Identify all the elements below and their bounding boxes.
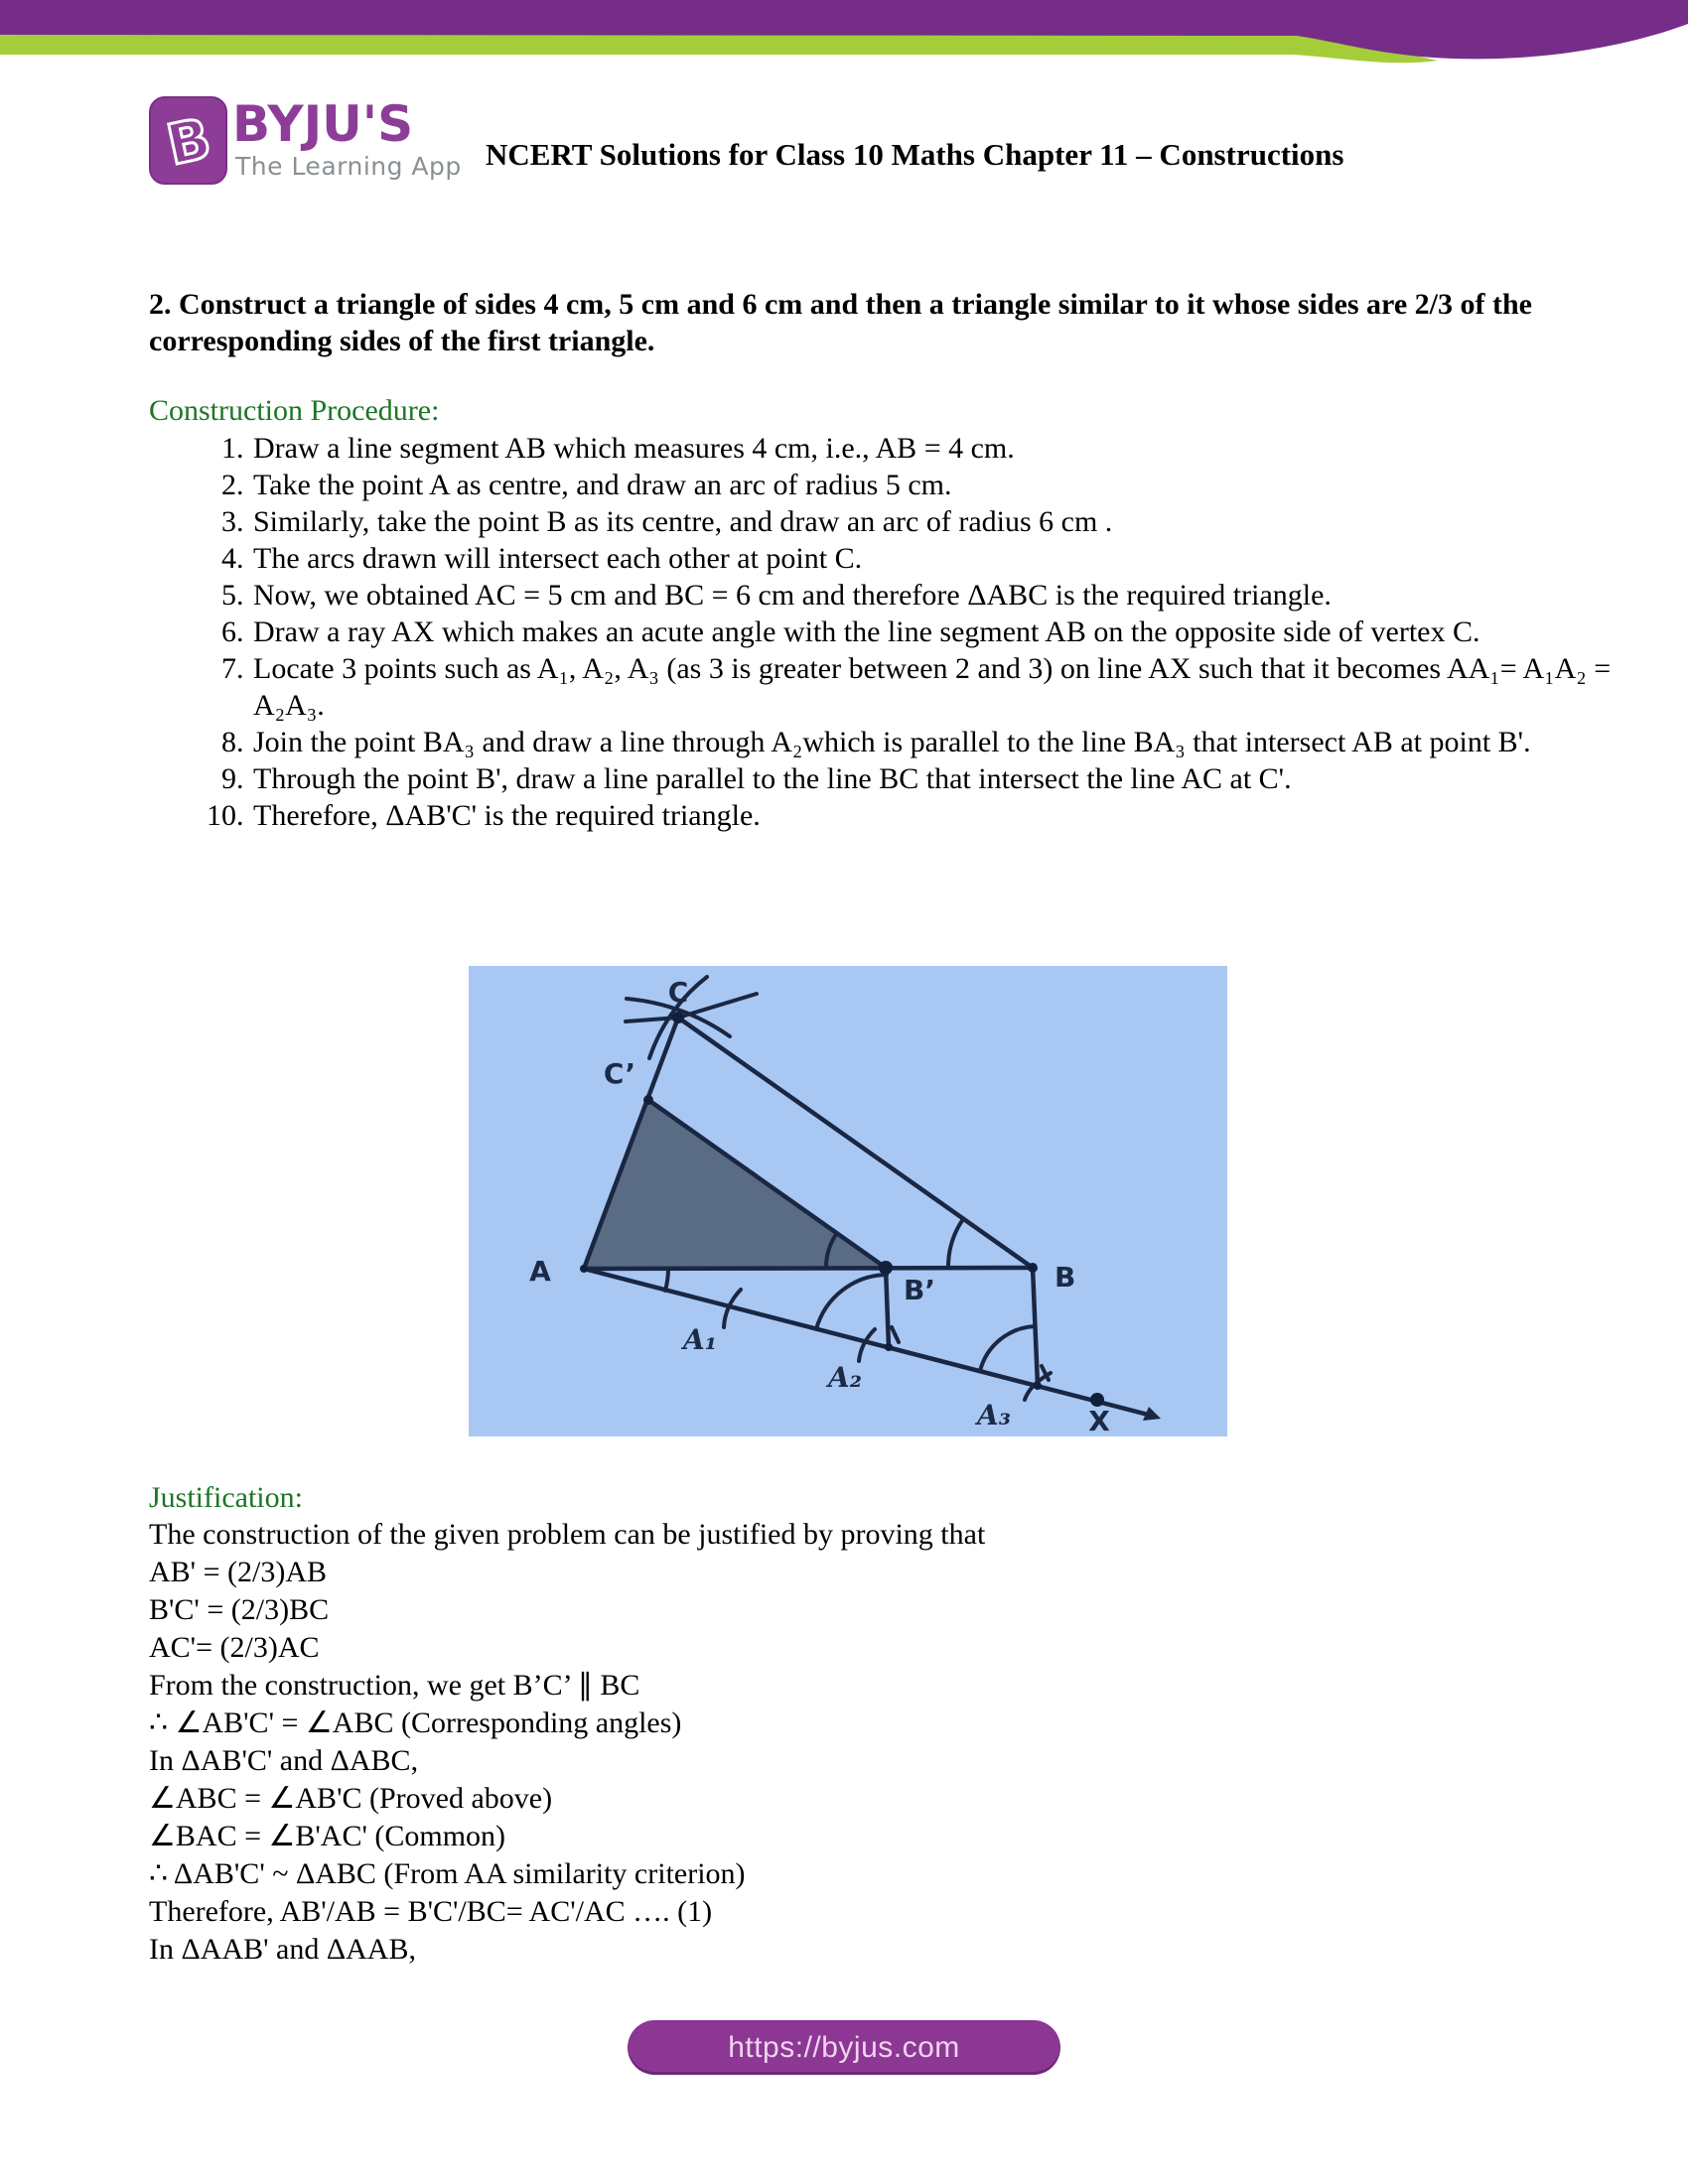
construction-step: 1. Draw a line segment AB which measures 4 cm, i.e., AB = 4 cm. [251, 430, 1643, 467]
page-title: NCERT Solutions for Class 10 Maths Chapter 11 – Constructions [486, 137, 1344, 172]
construction-step: 8. Join the point BA₃ and draw a line through A₂which is parallel to the line BA₃ that intersect AB at point B'. [251, 724, 1643, 760]
justification-line: B'C' = (2/3)BC [149, 1593, 330, 1626]
justification-line: In ΔAB'C' and ΔABC, [149, 1744, 419, 1777]
logo-b-letter: B [161, 106, 216, 179]
construction-step: 5. Now, we obtained AC = 5 cm and BC = 6 cm and therefore ΔABC is the required triangle. [251, 577, 1643, 614]
label-A2: A₂ [828, 1361, 862, 1394]
label-B-prime: B’ [904, 1274, 935, 1306]
justification-line: In ΔAAB' and ΔAAB, [149, 1933, 416, 1966]
label-A: A [529, 1255, 551, 1288]
label-C: C [667, 976, 689, 1009]
construction-steps-list [149, 430, 1643, 834]
segment-BprimeA2 [886, 1268, 889, 1347]
construction-step: 6. Draw a ray AX which makes an acute angle with the line segment AB on the opposite side of vertex C. [251, 614, 1643, 650]
construction-step: 10. Therefore, ΔAB'C' is the required triangle. [251, 797, 1643, 834]
justification-line: From the construction, we get B’C’ ∥ BC [149, 1669, 640, 1702]
justification-line: ∠ABC = ∠AB'C (Proved above) [149, 1782, 553, 1815]
footer-url-label: https://byjus.com [728, 2030, 960, 2064]
footer-url-button[interactable] [628, 2020, 1060, 2075]
label-X: X [1088, 1405, 1110, 1436]
construction-figure-svg [469, 966, 1227, 1436]
construction-step: 7. Locate 3 points such as A₁, A₂, A₃ (as 3 is greater between 2 and 3) on line AX such that it becomes AA₁= A₁A₂ = A₂A₃. [251, 650, 1643, 724]
justification-line: Therefore, AB'/AB = B'C'/BC= AC'/AC …. (1) [149, 1895, 713, 1928]
justification-line: ∴ ∠AB'C' = ∠ABC (Corresponding angles) [149, 1706, 682, 1739]
justification-line: AB' = (2/3)AB [149, 1556, 327, 1588]
label-A3: A₃ [977, 1399, 1011, 1432]
justification-body [149, 1516, 1539, 1969]
construction-procedure-heading: Construction Procedure: [149, 394, 440, 427]
justification-heading: Justification: [149, 1481, 303, 1514]
construction-step: 3. Similarly, take the point B as its centre, and draw an arc of radius 6 cm . [251, 503, 1643, 540]
logo-wordmark: BYJU'S [232, 95, 414, 153]
label-A1: A₁ [683, 1323, 717, 1356]
header-banner [0, 0, 1688, 91]
banner-green-wave [0, 34, 1438, 63]
construction-step: 4. The arcs drawn will intersect each other at point C. [251, 540, 1643, 577]
question-text: 2. Construct a triangle of sides 4 cm, 5 cm and 6 cm and then a triangle similar to it whose sides are 2/3 of the corresponding sides of the first triangle. [149, 288, 1532, 357]
label-C-prime: C’ [603, 1057, 636, 1090]
construction-step: 2. Take the point A as centre, and draw an arc of radius 5 cm. [251, 467, 1643, 503]
justification-line: AC'= (2/3)AC [149, 1631, 320, 1664]
justification-line: ∴ ΔAB'C' ~ ΔABC (From AA similarity criterion) [149, 1857, 746, 1890]
justification-line: ∠BAC = ∠B'AC' (Common) [149, 1820, 506, 1852]
segment-AB [584, 1268, 1033, 1269]
label-B: B [1055, 1261, 1076, 1294]
construction-step: 9. Through the point B', draw a line parallel to the line BC that intersect the line AC at C'. [251, 760, 1643, 797]
construction-figure [469, 966, 1227, 1436]
justification-line: The construction of the given problem can be justified by proving that [149, 1518, 986, 1551]
logo-tagline: The Learning App [235, 152, 462, 181]
byjus-logo-icon [149, 96, 227, 185]
